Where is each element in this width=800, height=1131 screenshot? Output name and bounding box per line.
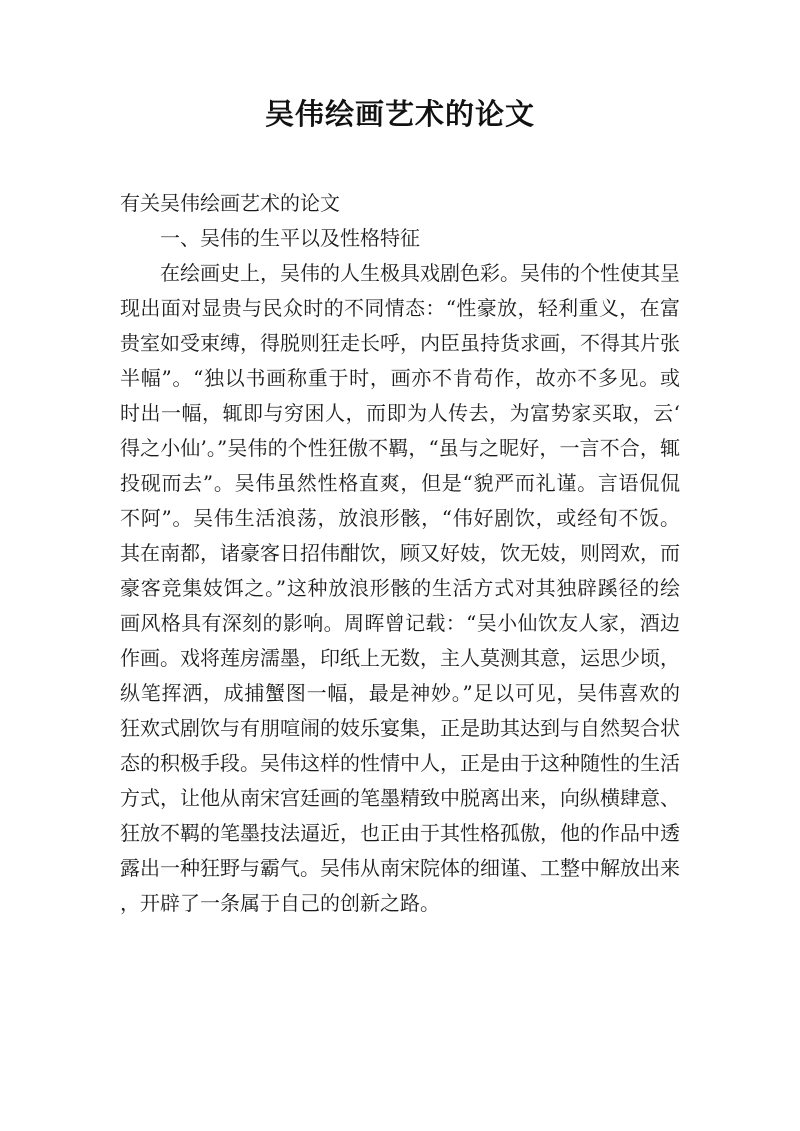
document-title: 吴伟绘画艺术的论文 — [264, 97, 535, 131]
document-body — [120, 186, 680, 921]
body-paragraph: 在绘画史上，吴伟的人生极具戏剧色彩。吴伟的个性使其呈现出面对显贵与民众时的不同情态：“性豪放，轻利重义，在富贵室如受束缚，得脱则狂走长呼，内臣虽持货求画，不得其片张半幅”。“独以书画称重于时，画亦不肯苟作，故亦不多见。或时出一幅，辄即与穷困人，而即为人传去，为富势家买取，云‘得之小仙’。”吴伟的个性狂傲不羁，“虽与之昵好，一言不合，辄投砚而去”。吴伟虽然性格直爽，但是“貌严而礼谨。言语侃侃不阿”。吴伟生活浪荡，放浪形骸，“伟好剧饮，或经旬不饭。其在南都，诸豪客日招伟酣饮，顾又好妓，饮无妓，则罔欢，而豪客竞集妓饵之。”这种放浪形骸的生活方式对其独辟蹊径的绘画风格具有深刻的影响。周晖曾记载：“吴小仙饮友人家，酒边作画。戏将莲房濡墨，印纸上无数，主人莫测其意，运思少顷，纵笔挥洒，成捕蟹图一幅，最是神妙。”足以可见，吴伟喜欢的狂欢式剧饮与有朋喧闹的妓乐宴集，正是助其达到与自然契合状态的积极手段。吴伟这样的性情中人，正是由于这种随性的生活方式，让他从南宋宫廷画的笔墨精致中脱离出来，向纵横肆意、狂放不羁的笔墨技法逼近，也正由于其性格孤傲，他的作品中透露出一种狂野与霸气。吴伟从南宋院体的细谨、工整中解放出来，开辟了一条属于自己的创新之路。 — [120, 261, 680, 915]
section-heading: 一、吴伟的生平以及性格特征 — [160, 226, 420, 250]
document-subtitle: 有关吴伟绘画艺术的论文 — [120, 191, 340, 215]
